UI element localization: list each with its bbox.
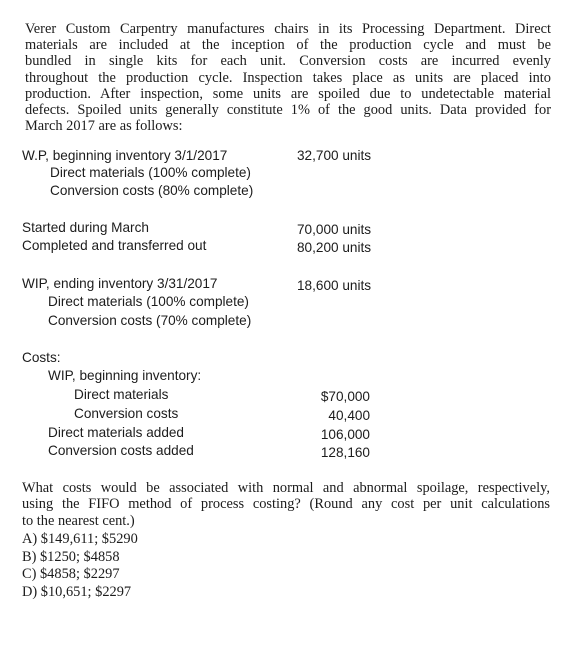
wip-beginning-dm-label: Direct materials (100% complete) [50,165,251,180]
started-label: Started during March [22,220,149,235]
cost-cc-added-label: Conversion costs added [48,443,194,458]
started-units: 70,000 units [297,222,372,237]
intro-line: bundled in single kits for each unit. Conversion costs are incurred evenly [25,53,551,70]
costs-heading: Costs: [22,350,61,365]
wip-ending-units: 18,600 units [297,278,372,293]
choice-a[interactable]: A) $149,611; $5290 [22,531,138,547]
question-line: What costs would be associated with normal and abnormal spoilage, respectively, [22,480,550,496]
wip-ending-label: WIP, ending inventory 3/31/2017 [22,276,218,291]
completed-units: 80,200 units [297,240,372,255]
choice-d[interactable]: D) $10,651; $2297 [22,583,132,600]
wip-beginning-units: 32,700 units [297,148,372,163]
cost-dm-added-value: 106,000 [320,427,370,442]
intro-line: production. After inspection, some units are spoiled due to undetectable material [25,85,551,102]
completed-label: Completed and transferred out [22,238,207,253]
cost-dm-value: $70,000 [320,389,370,404]
wip-beginning-label: W.P, beginning inventory 3/1/2017 [22,148,228,163]
answer-choices [22,531,138,601]
intro-line: defects. Spoiled units generally constitute 1% of the good units. Data provided for [25,102,551,119]
cost-cc-added-value: 128,160 [320,445,370,460]
intro-line: Verer Custom Carpentry manufactures chairs in its Processing Department. Direct [25,21,551,37]
wip-ending-cc-label: Conversion costs (70% complete) [48,313,252,328]
intro-line: throughout the production cycle. Inspection takes place as units are placed into [25,69,551,86]
intro-line: materials are included at the inception of the production cycle and must be [25,37,551,54]
problem-intro [25,21,551,134]
cost-dm-label: Direct materials [74,387,169,402]
wip-beginning-cc-label: Conversion costs (80% complete) [50,183,254,198]
choice-b[interactable]: B) $1250; $4858 [22,548,120,565]
costs-wip-beginning-heading: WIP, beginning inventory: [48,368,202,383]
choice-c[interactable]: C) $4858; $2297 [22,566,120,582]
intro-line: March 2017 are as follows: [25,118,183,135]
cost-dm-added-label: Direct materials added [48,425,184,440]
question-text [22,480,550,529]
wip-ending-dm-label: Direct materials (100% complete) [48,294,249,309]
question-line: to the nearest cent.) [22,512,135,529]
cost-cc-value: 40,400 [328,408,370,423]
question-line: using the FIFO method of process costing? (Round any cost per unit calculations [22,496,550,513]
cost-cc-label: Conversion costs [74,406,179,421]
